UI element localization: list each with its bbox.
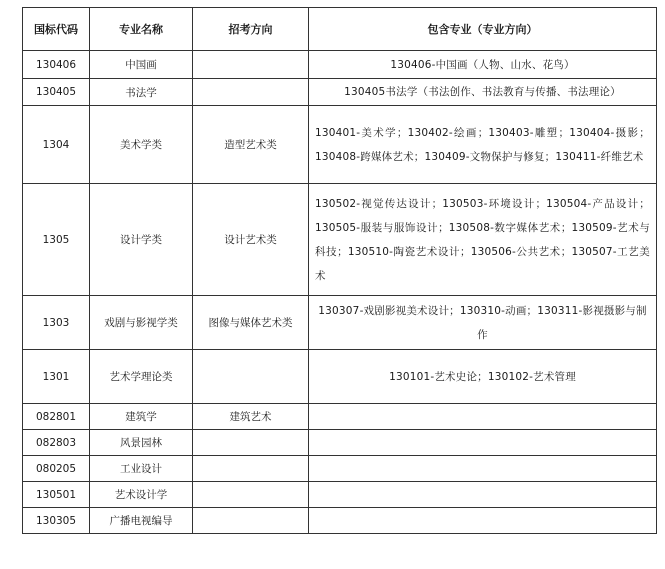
cell-name: 艺术设计学 bbox=[90, 482, 193, 508]
table-row bbox=[23, 508, 657, 534]
cell-direction bbox=[193, 430, 309, 456]
cell-direction bbox=[193, 79, 309, 106]
cell-name: 美术学类 bbox=[90, 106, 193, 184]
header-direction: 招考方向 bbox=[193, 8, 309, 51]
cell-includes: 130405书法学（书法创作、书法教育与传播、书法理论） bbox=[309, 79, 657, 106]
header-code: 国标代码 bbox=[23, 8, 90, 51]
header-name: 专业名称 bbox=[90, 8, 193, 51]
cell-direction: 设计艺术类 bbox=[193, 184, 309, 296]
cell-code: 1304 bbox=[23, 106, 90, 184]
cell-direction bbox=[193, 482, 309, 508]
cell-code: 1305 bbox=[23, 184, 90, 296]
cell-code: 082801 bbox=[23, 404, 90, 430]
cell-name: 工业设计 bbox=[90, 456, 193, 482]
cell-code: 080205 bbox=[23, 456, 90, 482]
cell-direction bbox=[193, 51, 309, 79]
cell-code: 130501 bbox=[23, 482, 90, 508]
cell-direction: 图像与媒体艺术类 bbox=[193, 296, 309, 350]
table-row bbox=[23, 430, 657, 456]
cell-includes: 130401-美术学；130402-绘画；130403-雕塑；130404-摄影；130408-跨媒体艺术；130409-文物保护与修复；130411-纤维艺术 bbox=[309, 106, 657, 184]
cell-code: 1301 bbox=[23, 350, 90, 404]
header-row bbox=[23, 8, 657, 51]
cell-includes: 130101-艺术史论；130102-艺术管理 bbox=[309, 350, 657, 404]
table-row bbox=[23, 106, 657, 184]
table-row bbox=[23, 350, 657, 404]
cell-name: 艺术学理论类 bbox=[90, 350, 193, 404]
table-row bbox=[23, 482, 657, 508]
cell-direction: 建筑艺术 bbox=[193, 404, 309, 430]
header-includes: 包含专业（专业方向） bbox=[309, 8, 657, 51]
cell-includes: 130502-视觉传达设计；130503-环境设计；130504-产品设计；130505-服装与服饰设计；130508-数字媒体艺术；130509-艺术与科技；130510-陶瓷艺术设计；130506-公共艺术；130507-工艺美术 bbox=[309, 184, 657, 296]
table-row bbox=[23, 404, 657, 430]
cell-includes bbox=[309, 404, 657, 430]
cell-includes: 130406-中国画（人物、山水、花鸟） bbox=[309, 51, 657, 79]
cell-direction: 造型艺术类 bbox=[193, 106, 309, 184]
cell-includes bbox=[309, 508, 657, 534]
cell-direction bbox=[193, 508, 309, 534]
cell-code: 130305 bbox=[23, 508, 90, 534]
cell-name: 广播电视编导 bbox=[90, 508, 193, 534]
cell-name: 设计学类 bbox=[90, 184, 193, 296]
cell-includes: 130307-戏剧影视美术设计；130310-动画；130311-影视摄影与制作 bbox=[309, 296, 657, 350]
cell-name: 建筑学 bbox=[90, 404, 193, 430]
cell-name: 风景园林 bbox=[90, 430, 193, 456]
cell-code: 130406 bbox=[23, 51, 90, 79]
cell-includes bbox=[309, 456, 657, 482]
table-row bbox=[23, 296, 657, 350]
table-row bbox=[23, 184, 657, 296]
cell-includes bbox=[309, 482, 657, 508]
cell-name: 中国画 bbox=[90, 51, 193, 79]
cell-name: 戏剧与影视学类 bbox=[90, 296, 193, 350]
table-row bbox=[23, 79, 657, 106]
cell-code: 1303 bbox=[23, 296, 90, 350]
cell-code: 130405 bbox=[23, 79, 90, 106]
cell-code: 082803 bbox=[23, 430, 90, 456]
cell-direction bbox=[193, 350, 309, 404]
cell-direction bbox=[193, 456, 309, 482]
table-row bbox=[23, 51, 657, 79]
table-row bbox=[23, 456, 657, 482]
majors-table bbox=[22, 7, 657, 534]
cell-includes bbox=[309, 430, 657, 456]
cell-name: 书法学 bbox=[90, 79, 193, 106]
